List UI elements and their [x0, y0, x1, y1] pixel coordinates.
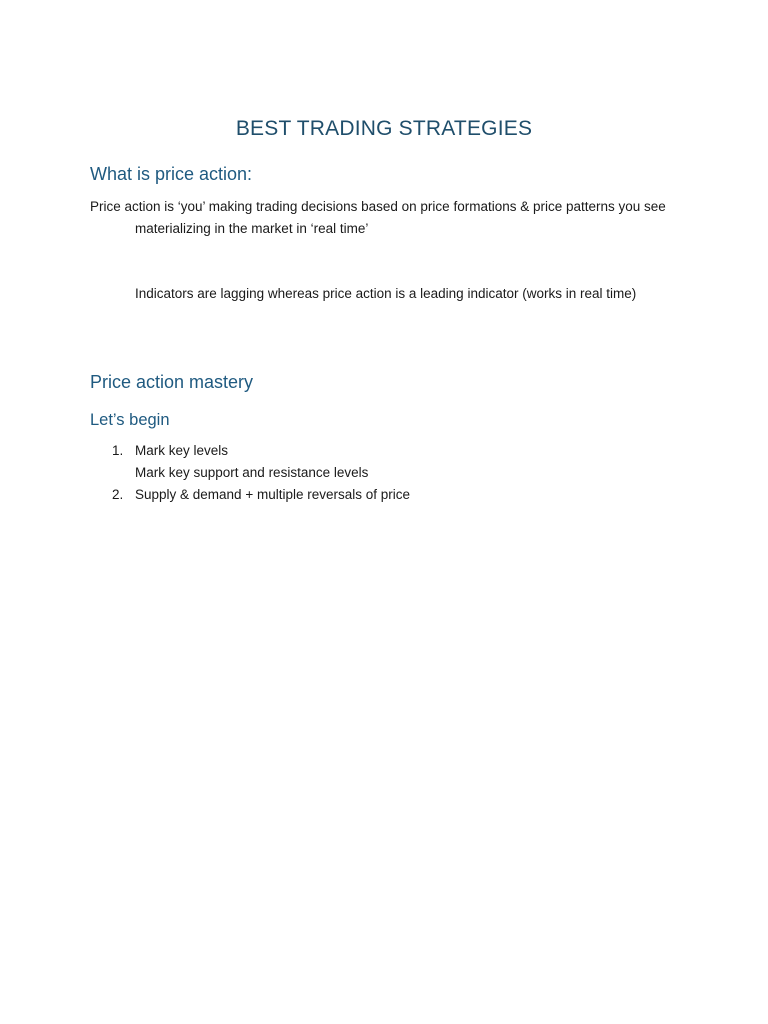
- document-title: BEST TRADING STRATEGIES: [235, 117, 533, 140]
- section-heading-price-action-mastery: Price action mastery: [90, 372, 254, 392]
- list-item-subtext: Mark key support and resistance levels: [135, 465, 369, 480]
- section-heading-price-action: What is price action:: [90, 164, 253, 184]
- list-item-number: 2.: [112, 487, 124, 502]
- paragraph-price-action-definition: Price action is ‘you’ making trading decisions based on price formations & price patterns you see materializing in the market in ‘real time’: [90, 199, 666, 236]
- list-item-text: Supply & demand + multiple reversals of price: [135, 487, 411, 502]
- list-item: [90, 440, 650, 484]
- subheading-lets-begin: Let’s begin: [90, 411, 170, 429]
- numbered-list: [90, 440, 650, 506]
- list-item-number: 1.: [112, 443, 124, 458]
- list-item: [90, 484, 650, 506]
- list-item-text: Mark key levels: [135, 443, 229, 458]
- paragraph-indicators-lagging: Indicators are lagging whereas price action is a leading indicator (works in real time): [135, 286, 637, 301]
